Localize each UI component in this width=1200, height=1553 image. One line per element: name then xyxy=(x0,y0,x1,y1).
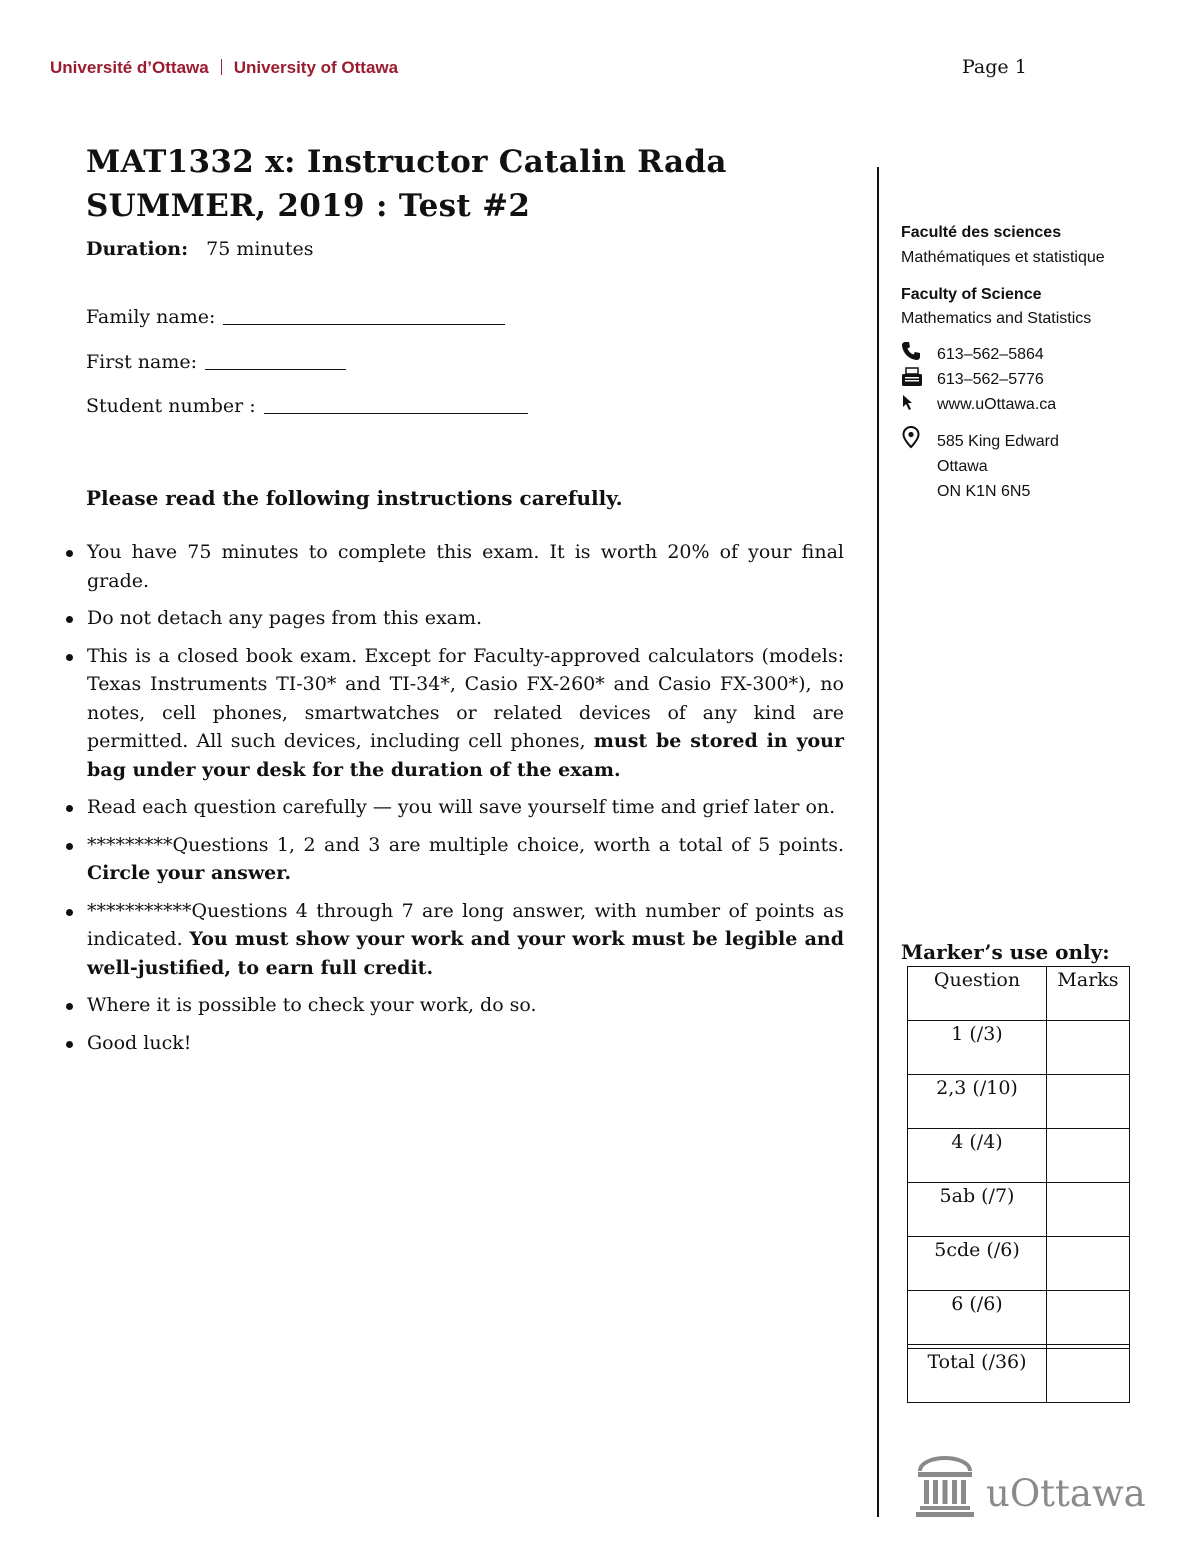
marks-row xyxy=(908,1075,1130,1129)
instruction-item xyxy=(60,604,844,633)
exam-title-line1: MAT1332 x: Instructor Catalin Rada xyxy=(86,144,727,180)
exam-title xyxy=(86,140,727,228)
family-name-line[interactable] xyxy=(223,323,505,325)
total-label: Total (/36) xyxy=(908,1349,1047,1403)
instruction-item xyxy=(60,538,844,595)
bullet xyxy=(66,550,73,557)
student-number-field[interactable] xyxy=(86,395,528,417)
question-cell: 1 (/3) xyxy=(908,1021,1047,1075)
question-cell: 2,3 (/10) xyxy=(908,1075,1047,1129)
bullet xyxy=(66,805,73,812)
duration xyxy=(86,238,314,260)
instruction-text: You have 75 minutes to complete this exam. It is worth 20% of your final grade. xyxy=(87,541,844,592)
university-name-en: University of Ottawa xyxy=(233,58,399,77)
university-name xyxy=(50,58,398,78)
phone-number: 613–562–5864 xyxy=(937,346,1044,363)
duration-label: Duration: xyxy=(86,238,189,260)
fax-icon xyxy=(901,367,923,395)
marks-cell[interactable] xyxy=(1047,1237,1130,1291)
instruction-emphasis: must be stored in your bag under your desk for the duration of the exam. xyxy=(87,730,844,781)
instruction-text: Where it is possible to check your work, do so. xyxy=(87,994,537,1016)
uottawa-wordmark: uOttawa xyxy=(986,1472,1146,1515)
marks-row xyxy=(908,1183,1130,1237)
marks-row xyxy=(908,1237,1130,1291)
address-line2: Ottawa xyxy=(937,458,988,475)
vertical-divider xyxy=(877,167,879,1517)
uottawa-logo xyxy=(916,1455,974,1523)
address-line1: 585 King Edward xyxy=(937,433,1059,450)
bullet xyxy=(66,909,73,916)
bullet xyxy=(66,1041,73,1048)
marks-cell[interactable] xyxy=(1047,1129,1130,1183)
marks-column-header: Marks xyxy=(1047,967,1130,1021)
fax-number: 613–562–5776 xyxy=(937,371,1044,388)
marks-cell[interactable] xyxy=(1047,1075,1130,1129)
page-number: Page 1 xyxy=(962,56,1027,78)
instructions-list xyxy=(60,538,844,1066)
instruction-text: *********Questions 1, 2 and 3 are multiple choice, worth a total of 5 points. xyxy=(87,833,844,856)
address-line3: ON K1N 6N5 xyxy=(937,483,1031,500)
marks-row xyxy=(908,1021,1130,1075)
bullet xyxy=(66,616,73,623)
cursor-icon xyxy=(901,393,923,421)
student-number-line[interactable] xyxy=(264,412,528,414)
contact-info xyxy=(901,341,1141,511)
instruction-text: ***********Questions 4 through 7 are long answer, with number of points as indicated. xyxy=(87,899,844,950)
exam-title-line2: SUMMER, 2019 : Test #2 xyxy=(86,188,531,224)
question-cell: 5cde (/6) xyxy=(908,1237,1047,1291)
instruction-item xyxy=(60,1029,844,1058)
bullet xyxy=(66,843,73,850)
question-column-header: Question xyxy=(908,967,1047,1021)
instruction-text: Do not detach any pages from this exam. xyxy=(87,607,483,629)
university-name-fr: Université d’Ottawa xyxy=(50,58,209,77)
instruction-emphasis: Circle your answer. xyxy=(87,862,292,884)
student-number-label: Student number : xyxy=(86,395,256,417)
total-marks-cell[interactable] xyxy=(1047,1349,1130,1403)
marker-heading: Marker’s use only: xyxy=(901,940,1110,964)
building-icon xyxy=(916,1455,974,1519)
family-name-field[interactable] xyxy=(86,306,505,328)
instruction-text: Good luck! xyxy=(87,1031,192,1054)
question-cell: 5ab (/7) xyxy=(908,1183,1047,1237)
marks-header-row xyxy=(908,967,1130,1021)
instruction-emphasis: You must show your work and your work must be legible and well-justified, to earn full credit. xyxy=(87,928,845,979)
header-divider xyxy=(221,59,222,75)
question-cell: 6 (/6) xyxy=(908,1291,1047,1345)
department-en: Mathematics and Statistics xyxy=(901,310,1092,327)
instruction-item xyxy=(60,897,844,983)
marks-cell[interactable] xyxy=(1047,1021,1130,1075)
bullet xyxy=(66,654,73,661)
department-fr: Mathématiques et statistique xyxy=(901,249,1105,266)
marks-cell[interactable] xyxy=(1047,1291,1130,1345)
question-cell: 4 (/4) xyxy=(908,1129,1047,1183)
bullet xyxy=(66,1003,73,1010)
first-name-label: First name: xyxy=(86,351,197,373)
first-name-line[interactable] xyxy=(205,368,346,370)
family-name-label: Family name: xyxy=(86,306,216,328)
instruction-text: Read each question carefully — you will save yourself time and grief later on. xyxy=(87,796,836,818)
instruction-item xyxy=(60,991,844,1020)
instruction-item xyxy=(60,831,844,888)
instruction-item xyxy=(60,793,844,822)
total-row xyxy=(908,1349,1130,1403)
website[interactable]: www.uOttawa.ca xyxy=(937,396,1057,413)
instruction-item xyxy=(60,642,844,785)
location-pin-icon xyxy=(901,425,923,457)
faculty-en: Faculty of Science xyxy=(901,286,1042,303)
first-name-field[interactable] xyxy=(86,351,346,373)
marks-row xyxy=(908,1291,1130,1345)
faculty-fr: Faculté des sciences xyxy=(901,224,1062,241)
duration-value: 75 minutes xyxy=(206,238,314,260)
instruction-text: This is a closed book exam. Except for Faculty-approved calculators (models: Texas Instruments TI-30* and TI-34*, Casio FX-260* and Casio FX-300*), no notes, cell phones, smartwatches or related devices of any kind are permitted. All such devices, including cell phones, xyxy=(87,644,844,752)
marks-cell[interactable] xyxy=(1047,1183,1130,1237)
marks-table xyxy=(907,966,1130,1403)
phone-icon xyxy=(901,341,923,369)
instructions-heading: Please read the following instructions carefully. xyxy=(86,486,623,510)
marks-row xyxy=(908,1129,1130,1183)
